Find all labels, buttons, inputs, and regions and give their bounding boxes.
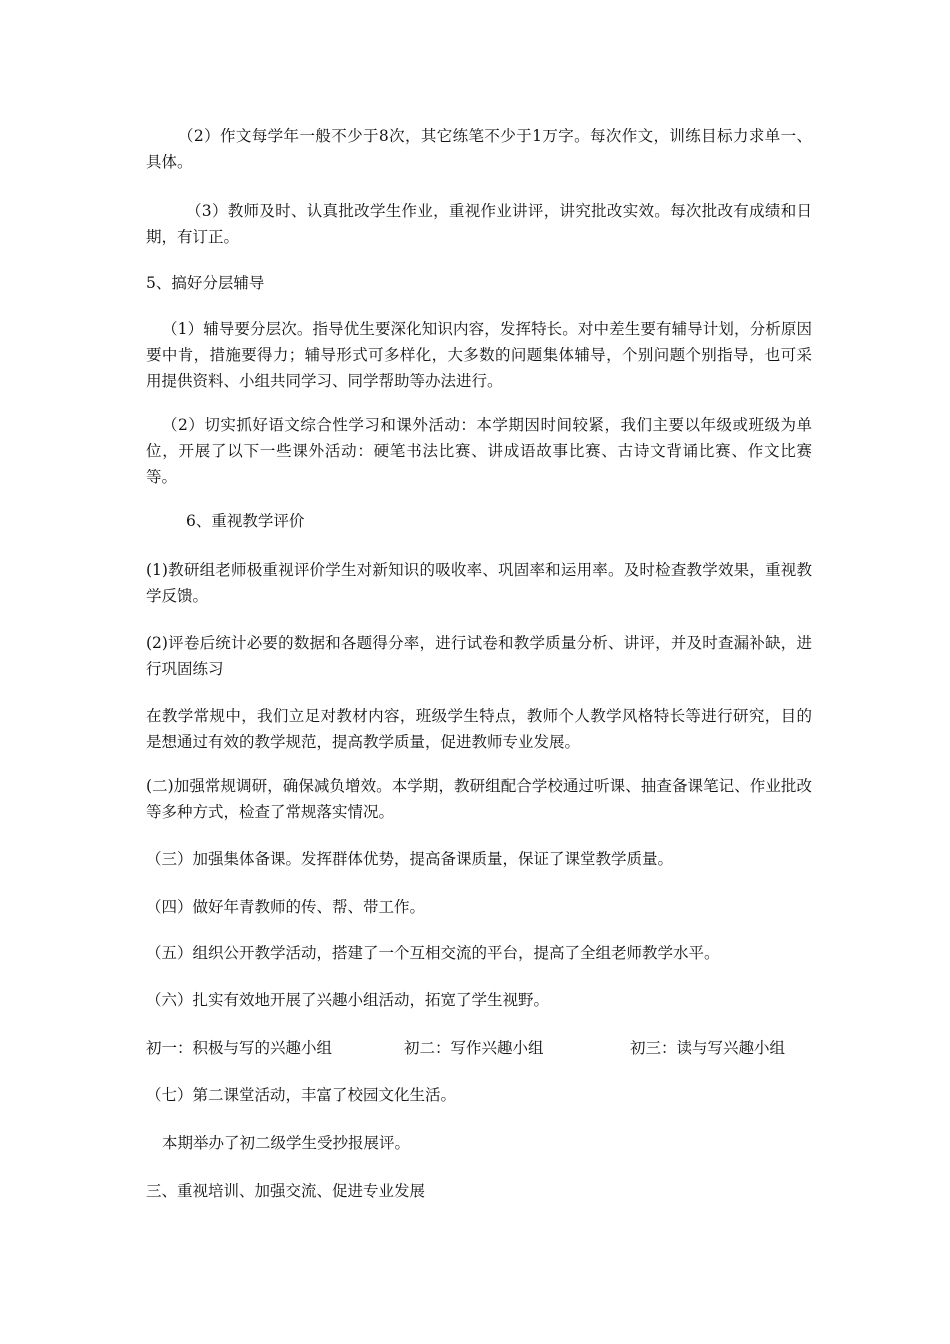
paragraph-composition-requirements: （2）作文每学年一般不少于8次，其它练笔不少于1万字。每次作文，训练目标力求单一、具体。 — [146, 127, 812, 171]
group-grade-three: 初三：读与写兴趣小组 — [630, 1039, 786, 1057]
paragraph-newspaper-exhibition: 本期举办了初二级学生受抄报展评。 — [162, 1134, 411, 1152]
paragraph-collective-planning: （三）加强集体备课。发挥群体优势，提高备课质量，保证了课堂教学质量。 — [146, 850, 674, 868]
heading-tiered-tutoring: 5、搞好分层辅导 — [146, 274, 265, 292]
paragraph-routine-research: (二)加强常规调研，确保减负增效。本学期，教研组配合学校通过听课、抽查备课笔记、作业批改等多种方式，检查了常规落实情况。 — [146, 777, 812, 821]
paragraph-second-classroom: （七）第二课堂活动，丰富了校园文化生活。 — [146, 1086, 457, 1104]
group-grade-two: 初二：写作兴趣小组 — [404, 1039, 544, 1057]
paragraph-tutoring-levels: （1）辅导要分层次。指导优生要深化知识内容，发挥特长。对中差生要有辅导计划，分析原因要中肯，措施要得力；辅导形式可多样化，大多数的问题集体辅导，个别问题个别指导，也可采用提供资料、小组共同学习、同学帮助等办法进行。 — [146, 320, 812, 390]
paragraph-young-teachers: （四）做好年青教师的传、帮、带工作。 — [146, 898, 426, 916]
heading-training-exchange: 三、重视培训、加强交流、促进专业发展 — [146, 1182, 426, 1200]
paragraph-extracurricular: （2）切实抓好语文综合性学习和课外活动：本学期因时间较紧，我们主要以年级或班级为单位，开展了以下一些课外活动：硬笔书法比赛、讲成语故事比赛、古诗文背诵比赛、作文比赛等。 — [146, 416, 812, 486]
paragraph-interest-groups: （六）扎实有效地开展了兴趣小组活动，拓宽了学生视野。 — [146, 991, 550, 1009]
heading-teaching-evaluation: 6、重视教学评价 — [186, 512, 305, 530]
paragraph-evaluation-1: (1)教研组老师极重视评价学生对新知识的吸收率、巩固率和运用率。及时检查教学效果，重视教学反馈。 — [146, 561, 812, 605]
paragraph-teaching-routine: 在教学常规中，我们立足对教材内容，班级学生特点，教师个人教学风格特长等进行研究，目的是想通过有效的教学规范，提高教学质量，促进教师专业发展。 — [146, 707, 812, 751]
paragraph-evaluation-2: (2)评卷后统计必要的数据和各题得分率，进行试卷和教学质量分析、讲评，并及时查漏补缺，进行巩固练习 — [146, 634, 812, 678]
paragraph-open-teaching: （五）组织公开教学活动，搭建了一个互相交流的平台，提高了全组老师教学水平。 — [146, 944, 720, 962]
paragraph-homework-marking: （3）教师及时、认真批改学生作业，重视作业讲评，讲究批改实效。每次批改有成绩和日期，有订正。 — [146, 202, 812, 246]
group-grade-one: 初一：积极与写的兴趣小组 — [146, 1039, 333, 1057]
